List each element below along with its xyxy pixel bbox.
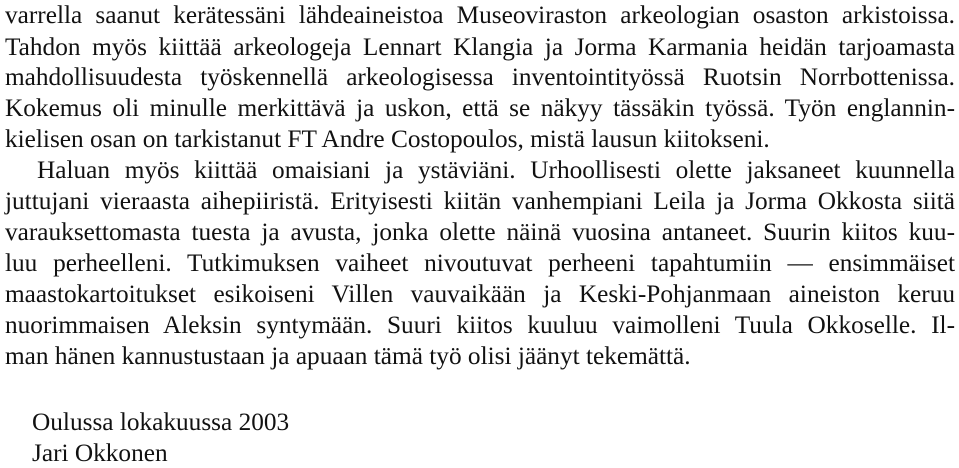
- paragraph-1-line-2: Tahdon myös kiittää arkeologeja Lennart Klangia ja Jorma Karmania heidän tarjoamasta: [5, 33, 955, 61]
- paragraph-1-line-5: kielisen osan on tarkistanut FT Andre Costopoulos, mistä lausun kiitokseni.: [5, 125, 770, 153]
- paragraph-2-line-4: luu perheelleni. Tutkimuksen vaiheet nivoutuvat perheeni tapahtumiin — ensimmäiset: [5, 249, 955, 277]
- signature-author: Jari Okkonen: [32, 439, 168, 467]
- signature-place-date: Oulussa lokakuussa 2003: [32, 408, 290, 436]
- paragraph-2-line-2: juttujani vieraasta aihepiiristä. Erityisesti kiitän vanhempiani Leila ja Jorma Okkosta siitä: [5, 187, 955, 215]
- paragraph-2-line-7: man hänen kannustustaan ja apuaan tämä työ olisi jäänyt tekemättä.: [5, 342, 691, 370]
- paragraph-2-line-1: Haluan myös kiittää omaisiani ja ystäviäni. Urhoollisesti olette jaksaneet kuunnella: [37, 156, 955, 184]
- paragraph-2-line-3: varauksettomasta tuesta ja avusta, jonka olette näinä vuosina antaneet. Suurin kiitos kuu-: [5, 218, 955, 246]
- paragraph-1-line-4: Kokemus oli minulle merkittävä ja uskon, että se näkyy tässäkin työssä. Työn englannin-: [5, 94, 955, 122]
- paragraph-2-line-5: maastokartoitukset esikoiseni Villen vauvaikään ja Keski-Pohjanmaan aineiston keruu: [5, 280, 955, 308]
- paragraph-1-line-3: mahdollisuudesta työskennellä arkeologisessa inventointityössä Ruotsin Norrbottenissa.: [5, 63, 955, 91]
- paragraph-2-line-6: nuorimmaisen Aleksin syntymään. Suuri kiitos kuuluu vaimolleni Tuula Okkoselle. Il-: [5, 311, 955, 339]
- paragraph-1-line-1: varrella saanut kerätessäni lähdeaineistoa Museoviraston arkeologian osaston arkistoissa.: [5, 1, 955, 29]
